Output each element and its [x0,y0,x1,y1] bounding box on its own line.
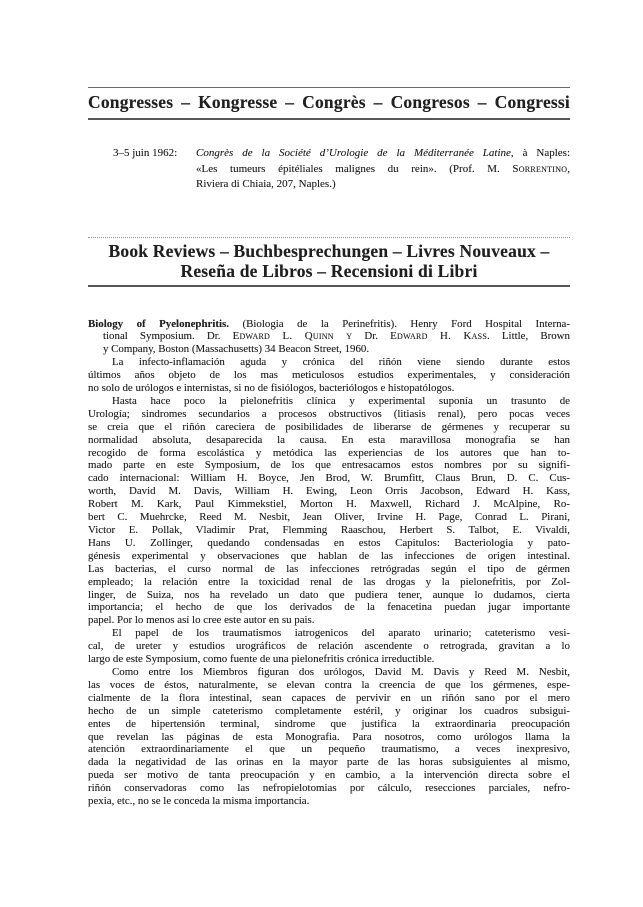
text-run: (Biologia de la Perinefritis). Henry Ford Hospital Interna- [229,317,570,330]
body-text-line: no solo de urólogos e internistas, si no de fisiólogos, bacteriólogos e histopatólogos. [88,382,455,395]
review-heading [88,318,570,357]
body-text-line: que revelan las páginas de esta Monografia. Para nosotros, como urólogos llama la [88,730,570,743]
body-text-line: Victor E. Pollak, Vladimir Prat, Flemming Raaschou, Herbert S. Talbot, E. Vivaldi, [88,524,570,536]
body-text-line: Hasta hace poco la pielonefritis clínica y experimental suponía un trasunto de [112,394,570,407]
review-heading-line [88,330,570,343]
body-text-line: atención extraordinariamente el que un pequeño traumatismo, a veces inexpresivo, [88,743,570,756]
text-run: «Les tumeurs épitéliales malignes du rein». (Prof. M. [196,162,513,175]
body-text-line: recogido de forma escolástica y metódica las experiencias de los autores que han to- [88,446,570,459]
text-run: Congrès de la Société d’Urologie de la Méditerranée Latine [196,147,511,159]
body-text-line: hecho de un simple cateterismo completamente estéril, y originar los cuadros subsigui- [88,704,570,717]
text-run: Sorrentino [512,162,568,175]
congress-entry-date: 3–5 juin 1962: [113,147,178,159]
body-text-line: El papel de los traumatismos iatrogenicos del aparato urinario; cateterismo vesi- [112,627,570,640]
body-text-line: papel. Por lo menos así lo cree este autor en su pais. [88,614,315,627]
congress-entry-line [196,146,570,162]
horizontal-rule [88,285,570,287]
body-text-line: empleado; la relación entre la toxicidad renal de las drogas y la pielonefritis, por Zol- [88,575,570,588]
book-reviews-title-line2: Reseña de Libros – Recensioni di Libri [180,260,478,281]
body-text-line: Robert M. Kark, Paul Kimmekstiel, Morton H. Maxwell, Richard J. McAlpine, Ro- [88,498,570,511]
text-run: Edward H. Kass [390,330,488,343]
body-text-line: mado parte en este Symposium, de los que entresacamos estos nombres por su signifi- [88,459,570,472]
page-content [88,0,570,808]
body-text-line: bert C. Muehrcke, Reed M. Nesbit, Jean Oliver, Irvine H. Page, Conrad L. Pirani, [88,511,570,524]
congress-entry-line [196,177,570,193]
congresses-section [88,87,570,193]
body-text-line: linger, de Suiza, nos ha revelado un dato que pudiera tener, aunque lo dudamos, cierta [88,588,570,601]
body-text-line: pexia, etc., no se le conceda la misma importancia. [88,795,310,808]
body-text-line: entes de hipertensión terminal, sindrome que justifica la extraordinaria preocupación [88,717,570,730]
text-run: Biology of Pyelonephritis. [88,317,230,330]
congress-entry [88,146,570,193]
congresses-section-title: Congresses – Kongresse – Congrès – Congresos – Congressi [88,92,570,112]
body-text-line: cado internacional: William H. Boyce, Jen Brod, W. Brumfitt, Claus Brun, D. C. Cus- [88,472,570,485]
body-text-line: Urología; sindromes secundarios a procesos obstructivos (litiasis renal), pero pocas veces [88,407,570,420]
body-text-line: largo de este Symposium, como fuente de una pielonefritis crónica irreductible. [88,653,435,666]
text-run: , [567,162,570,175]
body-text-line: importancia; el hecho de que los derivados de la fenacetina puedan jugar importante [88,601,570,614]
body-text-line: pueda ser motivo de tanta preocupación y en cambio, a la intervención directa sobre el [88,769,570,782]
review-heading-line [88,318,570,331]
review-paragraphs [88,356,570,808]
body-text-line: las voces de éstos, naturalmente, se elevan contra la creencia de que los gérmenes, espe- [88,678,570,691]
text-run: Dr. [352,330,391,343]
body-text-line: se creia que el riñón careciera de posibilidades de liberarse de gérmenes y recuperar su [88,420,570,433]
text-run: tional Symposium. Dr. [103,330,233,343]
body-text-line: worth, David M. Davis, William H. Ewing, Leon Orris Jacobson, Edward H. Kass, [88,485,570,498]
body-text-line: Como entre los Miembros figuran dos urólogos, David M. Davis y Reed M. Nesbit, [112,665,570,678]
book-reviews-section [88,237,570,808]
body-text-line: riñón conservadoras como las nefropielotomias por cálculo, resecciones parciales, nefro- [88,782,570,795]
body-text-line: normalidad absoluta, desaparecida la causa. En esta maravillosa monografia se han [88,433,570,446]
body-text-line: Las bacterias, el curso normal de las infecciones retrógradas según el tipo de gérmen [88,562,570,575]
horizontal-rule [88,118,570,120]
body-text-line: últimos años objeto de los mas meticulosos estudios experimentales, y consideración [88,369,570,382]
body-text-line: cal, de ureter y estudios urográficos de relación ascendente o retrograda, gravitan a lo [88,640,570,653]
body-text-line: cialmente de la flora intestinal, sean capaces de pervivir en un riñón sano por el mero [88,691,570,704]
body-text-line: dada la negatividad de las orinas en la mayor parte de las horas subsiguientes al mismo, [88,756,570,769]
text-run: . Little, Brown [487,330,570,343]
book-reviews-title-line1: Book Reviews – Buchbesprechungen – Livres Nouveaux – [108,240,550,261]
text-run: Riviera di Chiaia, 207, Naples.) [196,178,336,190]
body-text-line: génesis experimental y observaciones que hablan de las infecciones de origen intestinal. [88,549,570,562]
body-text-line: La infecto-inflamación aguda y crónica del riñón viene siendo durante estos [112,356,570,369]
congress-entry-text [196,146,570,193]
text-run: Edward L. Quinn y [232,330,353,343]
book-reviews-section-title [88,238,570,285]
text-run: , à Naples: [510,147,571,159]
book-review [88,318,570,808]
text-run: y Company, Boston (Massachusetts) 34 Beacon Street, 1960. [103,343,370,356]
review-heading-line [88,343,570,356]
body-text-line: Hans U. Zollinger, quedando condensadas en estos Capitulos: Bacteriologia y pato- [88,536,570,549]
congress-entry-line [196,162,570,178]
